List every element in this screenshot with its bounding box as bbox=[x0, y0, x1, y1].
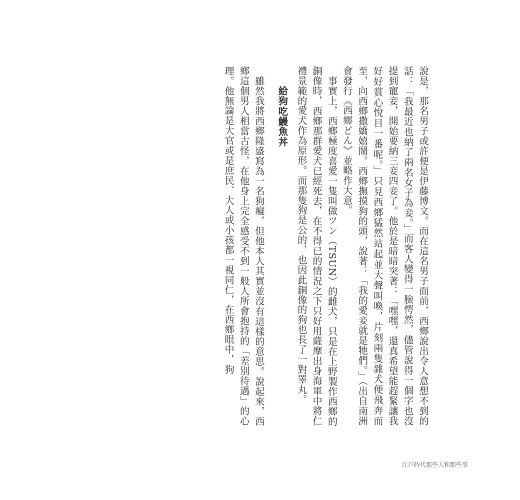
paragraph-equal-treatment: 雖然我將西鄉隆盛寫為一名狗癡，但他本人其實並沒有這樣的意思。說起來，西鄉這個男人相當古怪，在他身上完全感受不到一般人所會抱持的「差別待遇」的心理。他無論是大官或是庶民、大人或小孩都一視同仁，在西鄉眼中，狗 bbox=[222, 66, 264, 426]
paragraph-saigo-concubines: 說是，那名男子或許便是伊藤博文。而在這名男子面前，西鄉說出令人意想不到的話：「我最近也納了兩名女子為妾。」而客人變得一臉愕然，儘管說得一個字也沒提到寵妾，開始要納三妾四妾了。他於是暗暗突著：「嘿嘿，還真希望能趕緊讓我好好賞心悅目一番呢。」只見西鄉猛然站起並大聲叫喚，片刻兩隻雜犬便飛奔而至，向西鄉撒嬌嬉鬧。西鄉撫摸狗的頭，說著：「我的愛妾就是牠們。」（出自南洲會發行《西鄉どん》並略作大意。 bbox=[340, 66, 428, 426]
vertical-text-body bbox=[110, 66, 430, 426]
page-footer: 江戶時代那些人和那些事 bbox=[402, 462, 469, 469]
paragraph-tsun-statue: 事實上，西鄉極度喜愛一隻叫做ツン（TSUN）的雌犬，只是在上野製作西鄉的銅像時，西鄉那群愛犬已經死去，在不得已的情況之下只好用薩摩出身海軍中將仁禮景範的愛犬作為原形。而那隻狗是公的，也因此銅像的狗也長了一對睪丸。 bbox=[295, 66, 337, 426]
section-heading: 給狗吃鰻魚丼 bbox=[276, 86, 288, 148]
